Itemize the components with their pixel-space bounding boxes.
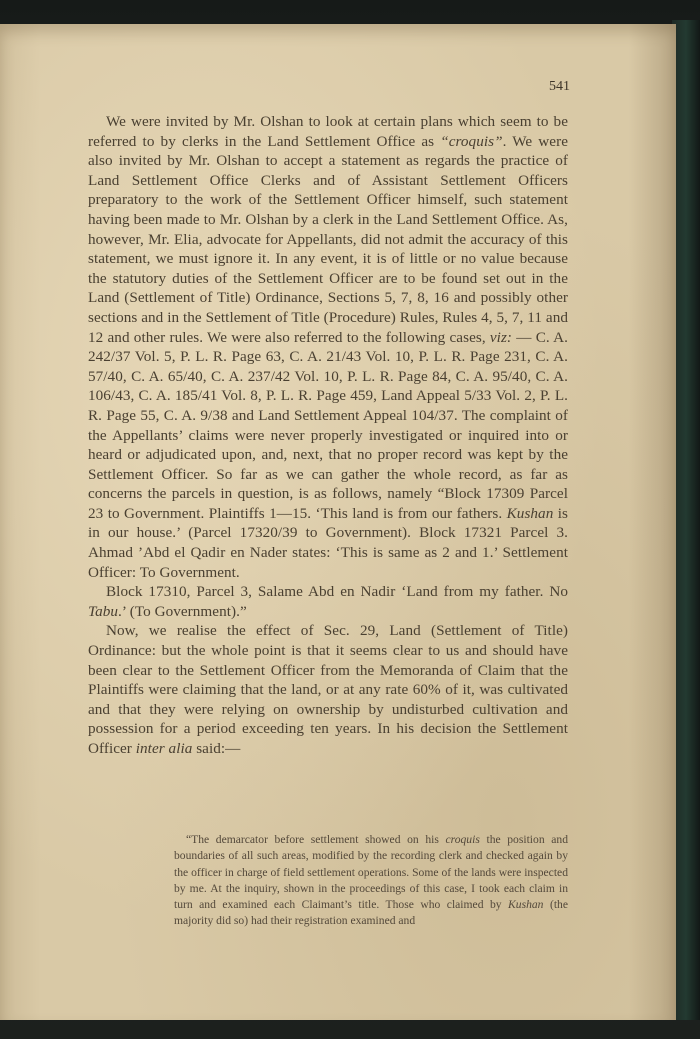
paragraph-1-part-3: — C. A. 242/37 Vol. 5, P. L. R. Page 63, C. A. 21/43 Vol. 10, P. L. R. Page 231, C. A. 57/40, C. A. 65/40, C. A. 237/42 Vol. 10, P. L. R. Page 84, C. A. 95/40, C. A. 106/43, C. A. 185/41 Vol. 8, P. L. R. Page 459, Land Appeal 5/33 Vol. 2, P. L. R. Page 55, C. A. 9/38 and Land Settlement Appeal 104/37. The complaint of the Appellants’ claims were never properly investigated or inquired into or heard or adjudicated upon, and, next, that no proper record was kept by the Settlement Officer. So far as we can gather the whole record, as far as concerns the parcels in question, is as follows, namely “Block 17309 Parcel 23 to Government. Plaintiffs 1—15. ‘This land is from our fathers. (88, 328, 568, 522)
paragraph-1-part-1: We were invited by Mr. Olshan to look at certain plans which seem to be referred to by clerks in the Land Settlement Office as (88, 113, 568, 150)
paragraph-2-part-1: Block 17310, Parcel 3, Salame Abd en Nadir ‘Land from my father. No (106, 583, 568, 601)
page-number: 541 (549, 79, 570, 94)
quote-kushan-term: Kushan (508, 898, 544, 912)
quote-part-1: “The demarcator before settlement showed on his (186, 833, 446, 846)
paragraph-1-part-2: . We were also invited by Mr. Olshan to accept a statement as regards the practice of Land Settlement Office Clerks and of Assistant Settlement Officers preparatory to the work of the Settlement Officer himself, such statement having been made to Mr. Olshan by a clerk in the Land Settlement Office. As, however, Mr. Elia, advocate for Appellants, did not admit the accuracy of this statement, we must ignore it. In any event, it is of little or no value because the statutory duties of the Settlement Officer are to be found set out in the Land (Settlement of Title) Ordinance, Sections 5, 7, 8, 16 and possibly other sections and in the Settlement of Title (Procedure) Rules, Rules 4, 5, 7, 11 and 12 and other rules. We were also referred to the following cases, (88, 132, 568, 346)
viz-term: viz: (489, 328, 513, 346)
croquis-term: “croquis” (440, 132, 503, 150)
quote-croquis-term: croquis (445, 833, 480, 846)
body-text (88, 112, 568, 759)
quote-part-3: (the majority did so) had their registration examined and (174, 898, 568, 928)
paragraph-3-part-2: said:— (192, 740, 241, 757)
paragraph-2 (88, 582, 568, 621)
quote-part-2: the position and boundaries of all such areas, modified by the recording clerk and checked again by the officer in charge of field settlement operations. Some of the lands were inspected by me. At the inquiry, shown in the proceedings of this case, I took each claim in turn and examined each Claimant’s title. Those who claimed by (174, 833, 568, 912)
paragraph-1-part-4: is in our house.’ (Parcel 17320/39 to Government). Block 17321 Parcel 3. Ahmad ’Abd el Qadir en Nader states: ‘This is same as 2 and 1.’ Settlement Officer: To Government. (88, 504, 569, 581)
paragraph-3 (88, 621, 568, 758)
paragraph-3-part-1: Now, we realise the effect of Sec. 29, Land (Settlement of Title) Ordinance: but the whole point is that it seems clear to us and should have been clear to the Settlement Officer from the Memoranda of Claim that the Plaintiffs were claiming that the land, or at any rate 60% of it, was cultivated and that they were relying on ownership by undisturbed cultivation and possession for a period exceeding ten years. In his decision the Settlement Officer (88, 622, 568, 757)
book-cover-edge (672, 20, 700, 1020)
quote-paragraph (174, 832, 568, 930)
paragraph-1 (88, 112, 568, 582)
tabu-term: Tabu (88, 602, 119, 620)
block-quote (174, 832, 568, 930)
inter-alia-term: inter alia (135, 740, 193, 757)
kushan-term: Kushan (506, 504, 554, 522)
paragraph-2-part-2: .’ (To Government).” (118, 602, 247, 620)
